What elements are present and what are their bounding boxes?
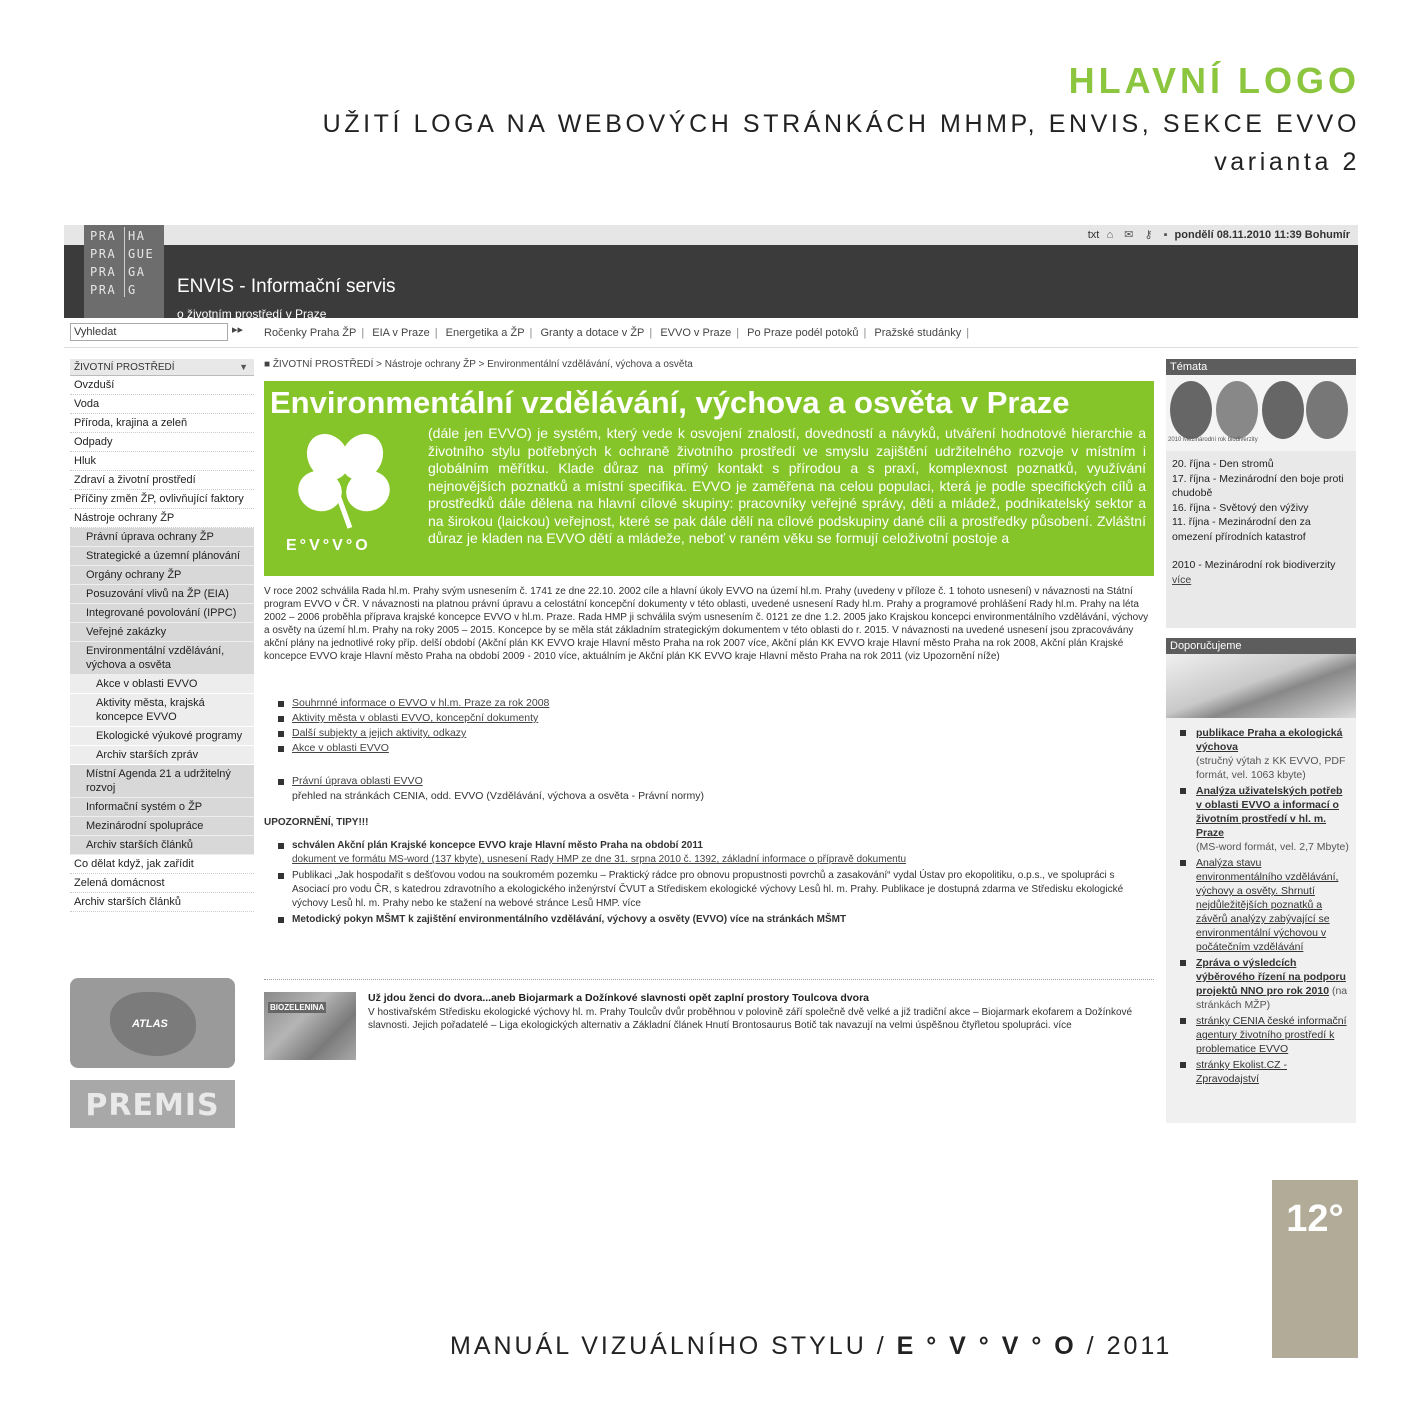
sidebar-subsubitem[interactable]: Akce v oblasti EVVO (70, 675, 254, 694)
list-item (1178, 784, 1350, 854)
sidebar-item[interactable]: Hluk (70, 452, 254, 471)
manual-subtitle: UŽITÍ LOGA NA WEBOVÝCH STRÁNKÁCH MHMP, ENVIS, SEKCE EVVO (322, 110, 1360, 138)
clover-icon (280, 427, 410, 537)
sidebar-subitem[interactable]: Právní úprava ochrany ŽP (70, 528, 254, 547)
legal-note: přehled na stránkách CENIA, odd. EVVO (Vzdělávání, výchova a osvěta - Právní normy) (292, 790, 705, 802)
tip-sub-links[interactable]: dokument ve formátu MS-word (137 kbyte), usnesení Rady HMP ze dne 31. srpna 2010 č. 1392, základní informace o přípravě dokumentu (292, 854, 907, 865)
topnav-studanky[interactable]: Pražské studánky (874, 327, 962, 339)
sidebar-subitem[interactable]: Mezinárodní spolupráce (70, 817, 254, 836)
main-content (264, 359, 1154, 1031)
footer-brand: E ° V ° V ° O (896, 1332, 1077, 1360)
recommended-note: (stručný výtah z KK EVVO, PDF formát, vel. 1063 kbyte) (1196, 755, 1346, 781)
legal-block (276, 774, 1146, 804)
list-item (276, 696, 1146, 711)
list-item (1178, 726, 1350, 782)
list-item (276, 726, 1146, 741)
digit-2-graphic (1170, 381, 1212, 439)
evvo-link[interactable]: Souhrnné informace o EVVO v hl.m. Praze za rok 2008 (292, 697, 550, 709)
sidebar-subitem[interactable]: Orgány ochrany ŽP (70, 566, 254, 585)
hero-title: Environmentální vzdělávání, výchova a osvěta v Praze (270, 385, 1070, 420)
evvo-link[interactable]: Akce v oblasti EVVO (292, 742, 389, 754)
premis-label: PREMIS (85, 1088, 220, 1123)
sidebar-subitem[interactable]: Místní Agenda 21 a udržitelný rozvoj (70, 765, 254, 798)
top-strip (64, 225, 1358, 245)
sitemap-icon[interactable]: ⚷ (1144, 229, 1153, 241)
tips-heading: UPOZORNĚNÍ, TIPY!!! (264, 817, 369, 828)
sidebar-item[interactable]: Archiv starších článků (70, 893, 254, 912)
temata-caption: 2010 Mezinárodní rok biodiverzity (1168, 437, 1258, 443)
right-column (1166, 359, 1356, 1123)
dark-header-bar (64, 245, 1358, 321)
footer-suffix: / 2011 (1076, 1332, 1173, 1360)
temata-item[interactable]: 16. října - Světový den výživy (1172, 501, 1309, 514)
website-screenshot (64, 225, 1358, 1130)
list-item (276, 711, 1146, 726)
mail-icon[interactable]: ✉ (1124, 229, 1134, 241)
digit-0-graphic (1216, 381, 1258, 439)
sidebar-item[interactable]: Zelená domácnost (70, 874, 254, 893)
sidebar-subsubitem[interactable]: Archiv starších zpráv (70, 746, 254, 765)
news-thumb-label: BIOZELENINA (270, 1003, 325, 1012)
tips-list (276, 839, 1151, 929)
recommended-link[interactable]: publikace Praha a ekologická výchova (1196, 727, 1343, 753)
tip-text: Publikaci „Jak hospodařit s dešťovou vodou na soukromém pozemku – Praktický rádce pro obnovu propustnosti povrchů a zasakování“ vydal Ústav pro ekopolitiku, o.p.s., ve spolupráci s Asociací pro vodu ČR, s katedrou zdravotního a ekologického inženýrství ČVUT a Střediskem ekologické výchovy Lesů hl. m. Prahy. Publikace je dostupná zdarma ve Středisku ekologické výchovy Lesů hl. m. Prahy nebo ke stažení na webové stránce Lesů HMP. více (292, 870, 1124, 909)
sidebar-head-label: ŽIVOTNÍ PROSTŘEDÍ (74, 362, 175, 373)
evvo-logo-text: E°V°V°O (286, 537, 371, 554)
biodiversity-2010-banner[interactable] (1166, 375, 1356, 451)
sidebar-subitem[interactable]: Informační systém o ŽP (70, 798, 254, 817)
list-item (1178, 956, 1350, 1012)
evvo-link[interactable]: Další subjekty a jejich aktivity, odkazy (292, 727, 467, 739)
manual-title: HLAVNÍ LOGO (1068, 60, 1360, 101)
atlas-label: ATLAS (132, 1018, 168, 1030)
recommended-link[interactable]: Zpráva o výsledcích výběrového řízení na podporu projektů NNO pro rok 2010 (1196, 957, 1346, 997)
temata-list (1166, 451, 1356, 628)
sidebar-item[interactable]: Zdraví a životní prostředí (70, 471, 254, 490)
recommended-link[interactable]: Analýza stavu environmentálního vzdělávání, výchovy a osvěty. Shrnutí nejdůležitějších poznatků a závěrů analýzy zabývající se environmentální výchovou v počátečním vzdělávání (1196, 857, 1339, 953)
temata-year: 2010 - Mezinárodní rok biodiverzity (1172, 559, 1336, 571)
home-icon[interactable]: ⌂ (1106, 229, 1114, 241)
doporucujeme-head: Doporučujeme (1166, 638, 1356, 654)
sidebar-subitem[interactable]: Posuzování vlivů na ŽP (EIA) (70, 585, 254, 604)
sidebar-item[interactable]: Příčiny změn ŽP, ovlivňující faktory (70, 490, 254, 509)
atlas-banner[interactable] (70, 978, 235, 1068)
page-number-box (1272, 1180, 1358, 1358)
recommended-note: (na stránkách MŽP) (1196, 985, 1348, 1011)
top-strip-info (1088, 228, 1350, 241)
temata-item[interactable]: 11. října - Mezinárodní den za omezení přírodních katastrof (1172, 516, 1311, 543)
sidebar-subitem[interactable]: Veřejné zakázky (70, 623, 254, 642)
tip-text: schválen Akční plán Krajské koncepce EVVO kraje Hlavní město Praha na období 2011 (292, 840, 703, 851)
sidebar-item[interactable]: Ovzduší (70, 376, 254, 395)
digit-1-graphic (1262, 381, 1304, 439)
premis-banner[interactable] (70, 1080, 235, 1128)
footer-prefix: MANUÁL VIZUÁLNÍHO STYLU / (450, 1332, 897, 1360)
list-item (1178, 1014, 1350, 1056)
topnav-eia[interactable]: EIA v Praze (372, 327, 430, 339)
date-display: pondělí 08.11.2010 11:39 Bohumír (1174, 229, 1350, 241)
tip-item (276, 869, 1151, 911)
evvo-link[interactable]: Aktivity města v oblasti EVVO, koncepční dokumenty (292, 712, 539, 724)
temata-more-link[interactable]: více (1172, 573, 1192, 586)
manual-footer (450, 1332, 1172, 1361)
intro-paragraph: V roce 2002 schválila Rada hl.m. Prahy svým usnesením č. 1741 ze dne 22.10. 2002 cíle a hlavní úkoly EVVO na území hl.m. Prahy (uvedeny v příloze č. 1 tohoto usnesení) v návaznosti na Státní program EVVO v ČR. V návaznosti na platnou právní úpravu a celostátní koncepční dokumenty v této oblasti, uvedené usnesení Rady hl.m. Prahy a programové prohlášení Rady hl.m. Prahy na léta 2002 – 2006 proběhla příprava krajské koncepce EVVO v hl.m. Praze. Rada HMP ji schválila svým usnesením č. 0121 ze dne 1.2. 2005 jako Krajskou koncepci environmentálního vzdělávání, výchovy a osvěty na území hl.m. Prahy na roky 2005 – 2015. Koncepce by se měla stát základním strategickým dokumentem v této oblasti do r. 2015. V návaznosti na uvedené usnesení jsou zpracovávány akční plány na jednotlivé roky příp. delší období (Akční plán KK EVVO kraje Hlavní město Praha na rok 2007 více, Akční plán KK EVVO kraje Hlavní město Praha na rok 2008, Akční plán Krajské koncepce EVVO kraje Hlavní město Praha na období 2009 - 2010 více, aktuálním je Akční plán KK EVVO kraje Hlavní město Praha na rok 2011 (viz Upozornění níže) (264, 586, 1149, 662)
topnav-granty[interactable]: Granty a dotace v ŽP (540, 327, 645, 339)
dotted-divider (264, 979, 1154, 980)
topnav-evvo[interactable]: EVVO v Praze (660, 327, 732, 339)
temata-item[interactable]: 17. října - Mezinárodní den boje proti chudobě (1172, 472, 1344, 499)
sidebar-subsubitem[interactable]: Aktivity města, krajská koncepce EVVO (70, 694, 254, 727)
praha-logo[interactable]: PRA HA PRA GUE PRA GA PRA G (84, 225, 164, 318)
recommended-link[interactable]: stránky CENIA české informační agentury životního prostředí k problematice EVVO (1196, 1015, 1347, 1055)
top-nav: Ročenky Praha ŽP | EIA v Praze | Energetika a ŽP | Granty a dotace v ŽP | EVVO v Praze | Po Praze podél potoků | Pražské studánky | (264, 327, 970, 339)
bullet-icon: ▪ (1163, 229, 1168, 241)
sidebar-subitem[interactable]: Strategické a územní plánování (70, 547, 254, 566)
news-body: V hostivařském Středisku ekologické výchovy hl. m. Prahy Toulcův dvůr proběhnou v polovině září společně dvě velké a již tradiční akce – Biojarmark ekofarem a Dožínkové slavnosti. Jejich pořadatelé – Liga ekologických alternativ a Základní článek Hnutí Brontosaurus Botič tak navazují na velmi úspěšnou čtyřletou spolupráci. více (368, 1006, 1133, 1031)
sidebar-subsubitem[interactable]: Ekologické výukové programy (70, 727, 254, 746)
sidebar-item[interactable]: Voda (70, 395, 254, 414)
sidebar-subitem[interactable]: Archiv starších článků (70, 836, 254, 855)
news-thumbnail[interactable] (264, 992, 356, 1060)
list-item (1178, 1058, 1350, 1086)
legal-link[interactable]: Právní úprava oblasti EVVO (292, 775, 423, 787)
search-go-button[interactable]: ▸▸ (232, 324, 244, 336)
sidebar-head[interactable] (70, 359, 254, 376)
dropdown-arrow-icon: ▼ (239, 362, 248, 372)
sidebar-subitem[interactable]: Integrované povolování (IPPC) (70, 604, 254, 623)
evvo-clover-logo (280, 427, 410, 567)
site-title: ENVIS - Informační servis (177, 276, 396, 297)
tip-item (276, 913, 1151, 927)
list-item (1178, 856, 1350, 954)
recommended-list (1166, 718, 1356, 1123)
site-header (64, 225, 1358, 321)
temata-head: Témata (1166, 359, 1356, 375)
manual-variant: varianta 2 (1214, 148, 1360, 176)
news-title[interactable]: Už jdou ženci do dvora...aneb Biojarmark a Dožínkové slavnosti opět zaplní prostory Toulcova dvora (368, 992, 869, 1004)
evvo-links-list (276, 696, 1146, 756)
tip-text: Metodický pokyn MŠMT k zajištění environmentálního vzdělávání, výchovy a osvěty (EVVO) více na stránkách MŠMT (292, 914, 847, 925)
sidebar-item[interactable]: Příroda, krajina a zeleň (70, 414, 254, 433)
topnav-potoky[interactable]: Po Praze podél potoků (747, 327, 859, 339)
page-number: 12° (1286, 1198, 1344, 1240)
navigation-bar (64, 318, 1358, 348)
list-item (276, 741, 1146, 756)
logo-divider (124, 227, 125, 297)
tree-icon (1306, 381, 1348, 439)
news-item (368, 992, 1148, 1033)
hero-banner (264, 381, 1154, 576)
left-sidebar (70, 359, 254, 912)
bee-flower-image (1166, 654, 1356, 718)
recommended-note: (MS-word formát, vel. 2,7 Mbyte) (1196, 841, 1349, 853)
search-input[interactable] (70, 323, 228, 341)
hero-text: (dále jen EVVO) je systém, který vede k osvojení znalostí, dovedností a návyků, utváření hodnotové hierarchie a životního stylu potřebných k ochraně životního prostředí ve smyslu zajištění udržitelného rozvoje v místním i globálním měřítku. Klade důraz na přímý kontakt s přírodou a s praxí, komplexnost poznatků, využívání nejnovějších poznatků a místní specifika. EVVO je zaměřena na celou populaci, která je podle specifických cílů a prostředků dále dělena na hlavní cílové skupiny: pracovníky veřejné správy, děti a mládež, podnikatelský sektor a na širokou (laickou) veřejnost, které se pak dále dělí na cílové podskupiny dané cíli a prostředky působení. Zvláštní důraz je kladen na EVVO dětí a mládeže, neboť v raném věku se formují celoživotní postoje a (428, 425, 1146, 546)
recommended-link[interactable]: Analýza uživatelských potřeb v oblasti EVVO a informací o životním prostředí v hl. m. Praze (1196, 785, 1343, 839)
breadcrumb[interactable]: ■ ŽIVOTNÍ PROSTŘEDÍ > Nástroje ochrany ŽP > Environmentální vzdělávání, výchova a osvěta (264, 359, 693, 370)
recommended-link[interactable]: stránky Ekolist.CZ - Zpravodajství (1196, 1059, 1288, 1085)
tip-item (276, 839, 1151, 867)
topnav-rocenky[interactable]: Ročenky Praha ŽP (264, 327, 357, 339)
sidebar-item[interactable]: Odpady (70, 433, 254, 452)
sidebar-subitem-active[interactable]: Environmentální vzdělávání, výchova a osvěta (70, 642, 254, 675)
topnav-energetika[interactable]: Energetika a ŽP (445, 327, 525, 339)
txt-link[interactable]: txt (1087, 229, 1100, 241)
sidebar-item[interactable]: Co dělat když, jak zařídit (70, 855, 254, 874)
temata-item[interactable]: 20. října - Den stromů (1172, 458, 1274, 470)
sidebar-item[interactable]: Nástroje ochrany ŽP (70, 509, 254, 528)
site-subtitle: o životním prostředí v Praze (177, 307, 327, 321)
